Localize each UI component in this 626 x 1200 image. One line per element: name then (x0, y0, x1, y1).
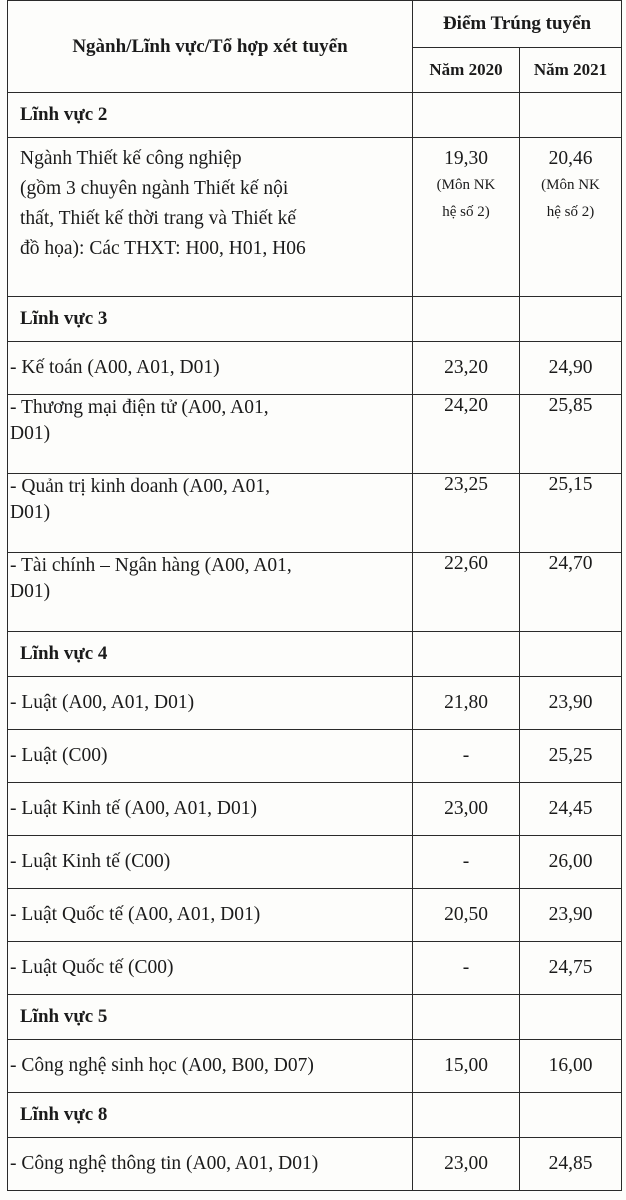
column-header-program: Ngành/Lĩnh vực/Tổ hợp xét tuyển (8, 1, 413, 93)
table-row (8, 342, 622, 395)
program-name: - Thương mại điện tử (A00, A01, D01) (8, 395, 413, 474)
score-2021: 20,46 (Môn NK hệ số 2) (520, 138, 622, 297)
score-2021: 25,25 (520, 730, 622, 783)
score-2021: 16,00 (520, 1040, 622, 1093)
program-name: - Tài chính – Ngân hàng (A00, A01, D01) (8, 553, 413, 632)
score-2021: 23,90 (520, 889, 622, 942)
score-2020: 23,25 (413, 474, 520, 553)
program-name: - Luật Quốc tế (C00) (8, 942, 413, 995)
column-header-score: Điểm Trúng tuyển (413, 1, 622, 48)
score-2020: - (413, 942, 520, 995)
program-name: - Luật Quốc tế (A00, A01, D01) (8, 889, 413, 942)
table-row (8, 395, 622, 474)
score-2020: 20,50 (413, 889, 520, 942)
score-2020: - (413, 730, 520, 783)
program-name: Ngành Thiết kế công nghiệp (gồm 3 chuyên ngành Thiết kế nội thất, Thiết kế thời trang và Thiết kế đồ họa): Các THXT: H00, H01, H06 (8, 138, 413, 297)
field-row (8, 93, 622, 138)
score-2021: 24,90 (520, 342, 622, 395)
field-label-4: Lĩnh vực 4 (8, 632, 413, 677)
program-name: - Công nghệ sinh học (A00, B00, D07) (8, 1040, 413, 1093)
program-name: - Luật Kinh tế (A00, A01, D01) (8, 783, 413, 836)
score-2020: 23,00 (413, 783, 520, 836)
field-label-8: Lĩnh vực 8 (8, 1093, 413, 1138)
table-row (8, 889, 622, 942)
table-row (8, 942, 622, 995)
field-label-2: Lĩnh vực 2 (8, 93, 413, 138)
score-2020: 23,00 (413, 1138, 520, 1191)
table-row (8, 553, 622, 632)
score-2021: 23,90 (520, 677, 622, 730)
program-name: - Luật (C00) (8, 730, 413, 783)
score-2020: - (413, 836, 520, 889)
score-2021: 24,45 (520, 783, 622, 836)
program-name: - Quản trị kinh doanh (A00, A01, D01) (8, 474, 413, 553)
program-name: - Luật Kinh tế (C00) (8, 836, 413, 889)
table-row (8, 836, 622, 889)
table-row (8, 1040, 622, 1093)
field-row (8, 995, 622, 1040)
program-name: - Công nghệ thông tin (A00, A01, D01) (8, 1138, 413, 1191)
table-row (8, 783, 622, 836)
score-2020: 22,60 (413, 553, 520, 632)
table-row (8, 138, 622, 297)
table-row (8, 474, 622, 553)
column-header-2020: Năm 2020 (413, 48, 520, 93)
score-2020: 15,00 (413, 1040, 520, 1093)
score-2020: 23,20 (413, 342, 520, 395)
score-2021: 24,85 (520, 1138, 622, 1191)
score-2021: 25,15 (520, 474, 622, 553)
score-2021: 25,85 (520, 395, 622, 474)
program-name: - Kế toán (A00, A01, D01) (8, 342, 413, 395)
score-2021: 24,70 (520, 553, 622, 632)
score-2020: 21,80 (413, 677, 520, 730)
field-row (8, 1093, 622, 1138)
table-row (8, 730, 622, 783)
score-2020: 24,20 (413, 395, 520, 474)
field-row (8, 297, 622, 342)
field-label-3: Lĩnh vực 3 (8, 297, 413, 342)
field-row (8, 632, 622, 677)
column-header-2021: Năm 2021 (520, 48, 622, 93)
program-name: - Luật (A00, A01, D01) (8, 677, 413, 730)
admission-score-table (7, 0, 622, 1191)
score-2021: 24,75 (520, 942, 622, 995)
table-row (8, 1138, 622, 1191)
score-2021: 26,00 (520, 836, 622, 889)
score-2020: 19,30 (Môn NK hệ số 2) (413, 138, 520, 297)
table-row (8, 677, 622, 730)
field-label-5: Lĩnh vực 5 (8, 995, 413, 1040)
